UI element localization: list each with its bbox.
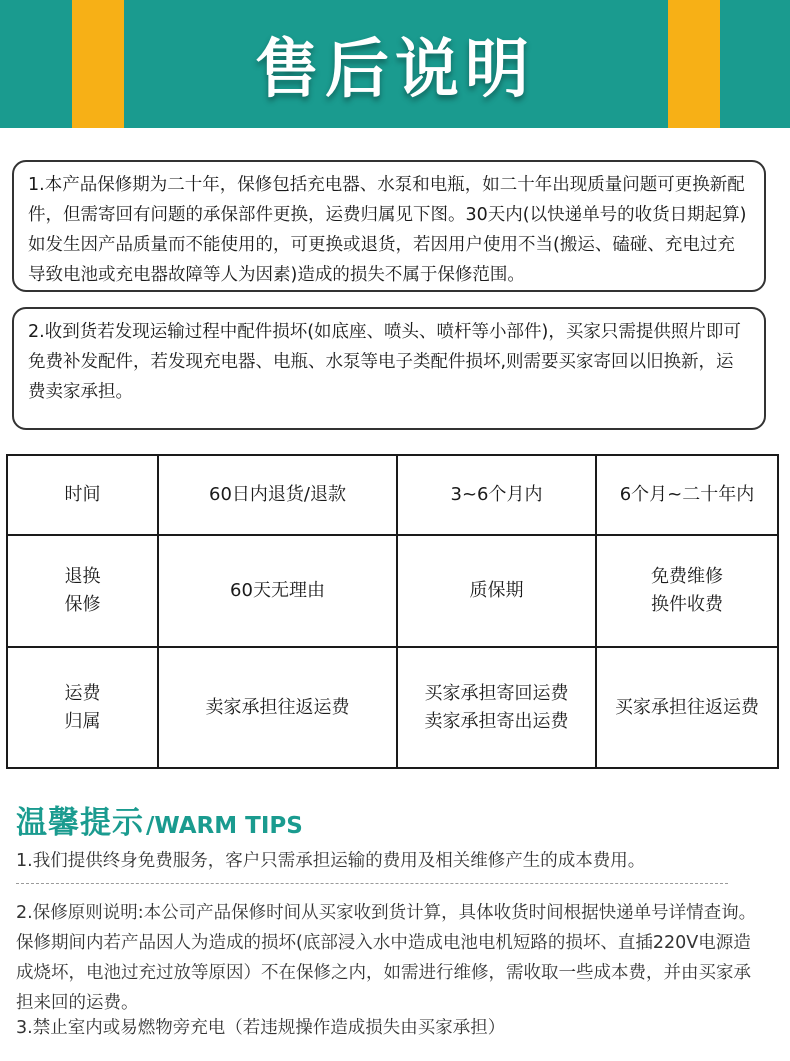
tip-item-1: 1.我们提供终身免费服务，客户只需承担运输的费用及相关维修产生的成本费用。 bbox=[16, 851, 646, 871]
header-cell-60-days: 60日内退货/退款 bbox=[158, 455, 397, 535]
warm-tips-title-en: /WARM TIPS bbox=[146, 813, 303, 839]
table-header-row bbox=[7, 455, 778, 535]
tip-item-3: 3.禁止室内或易燃物旁充电（若违规操作造成损失由买家承担） bbox=[16, 1018, 506, 1038]
header-banner bbox=[0, 0, 790, 128]
warm-tips-heading bbox=[16, 797, 303, 841]
table-row bbox=[7, 647, 778, 768]
divider bbox=[16, 883, 728, 884]
table-cell: 质保期 bbox=[397, 535, 596, 647]
table-cell: 免费维修 换件收费 bbox=[596, 535, 778, 647]
table-cell: 买家承担往返运费 bbox=[596, 647, 778, 768]
header-cell-6-months-20-years: 6个月~二十年内 bbox=[596, 455, 778, 535]
table-cell: 60天无理由 bbox=[158, 535, 397, 647]
table-cell: 买家承担寄回运费 卖家承担寄出运费 bbox=[397, 647, 596, 768]
table-row bbox=[7, 535, 778, 647]
page-title: 售后说明 bbox=[255, 33, 535, 107]
tip-item-2: 2.保修原则说明:本公司产品保修时间从买家收到货计算，具体收货时间根据快递单号详情查询。保修期间内若产品因人为造成的损坏(底部浸入水中造成电池电机短路的损坏、直插220V电源造成烧坏，电池过充过放等原因）不在保修之内，如需进行维修，需收取一些成本费，并由买家承担来回的运费。 bbox=[16, 903, 757, 1013]
table-cell: 卖家承担往返运费 bbox=[158, 647, 397, 768]
warm-tips-title-cn: 温馨提示 bbox=[16, 805, 144, 841]
row-label-shipping-cost: 运费 归属 bbox=[7, 647, 158, 768]
warranty-notice: 1.本产品保修期为二十年，保修包括充电器、水泵和电瓶，如二十年出现质量问题可更换新配件，但需寄回有问题的承保部件更换，运费归属见下图。30天内(以快递单号的收货日期起算)如发生因产品质量而不能使用的，可更换或退货，若因用户使用不当(搬运、磕碰、充电过充导致电池或充电器故障等人为因素)造成的损失不属于保修范围。 bbox=[12, 160, 766, 292]
shipping-damage-notice: 2.收到货若发现运输过程中配件损坏(如底座、喷头、喷杆等小部件)，买家只需提供照片即可免费补发配件，若发现充电器、电瓶、水泵等电子类配件损坏,则需要买家寄回以旧换新，运费卖家承担。 bbox=[12, 307, 766, 430]
header-cell-time: 时间 bbox=[7, 455, 158, 535]
header-cell-3-6-months: 3~6个月内 bbox=[397, 455, 596, 535]
row-label-return-warranty: 退换 保修 bbox=[7, 535, 158, 647]
after-sales-table bbox=[6, 454, 779, 769]
